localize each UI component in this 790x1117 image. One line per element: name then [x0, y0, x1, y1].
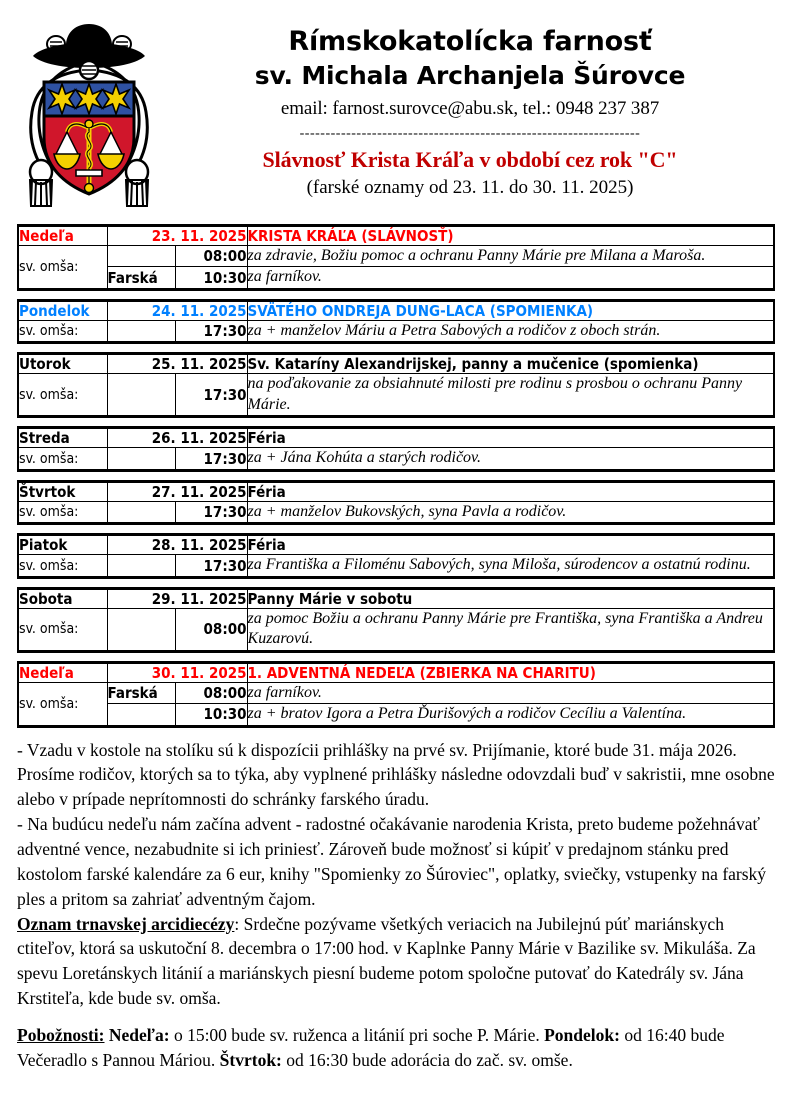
day-date: 26. 11. 2025 [107, 429, 247, 448]
notice-paragraph-2: - Na budúcu nedeľu nám začína advent - radostné očakávanie narodenia Krista, preto budeme požehnávať adventné vence, nezabudnite si ich priniesť. Zároveň bude možnosť si kúpiť v predajnom stánku pred kostolom farské kalendáre za 6 eur, knihy "Spomienky zo Šúroviec", oplatky, sviečky, vstupenky na farský ples a pritom sa zahriať adventným čajom. [17, 814, 767, 909]
notice-paragraph-4 [17, 1023, 775, 1073]
day-table [19, 428, 773, 469]
day-header-row [19, 227, 773, 246]
mass-row [19, 555, 773, 576]
mass-time: 10:30 [175, 704, 247, 725]
devotion-text-sunday: o 15:00 bude sv. ruženca a litánií pri soche P. Márie. [169, 1024, 545, 1045]
day-date: 27. 11. 2025 [107, 482, 247, 501]
day-block [17, 587, 775, 653]
mass-kind [107, 608, 175, 650]
mass-time: 17:30 [175, 320, 247, 341]
day-date: 23. 11. 2025 [107, 227, 247, 246]
devotion-day-monday: Pondelok: [544, 1024, 620, 1045]
day-block [17, 352, 775, 418]
day-header-row [19, 301, 773, 320]
mass-intention: za + manželov Máriu a Petra Sabových a rodičov z oboch strán. [247, 320, 773, 341]
day-date: 28. 11. 2025 [107, 536, 247, 555]
day-block [17, 299, 775, 344]
notice-paragraph-1: - Vzadu v kostole na stolíku sú k dispozícii prihlášky na prvé sv. Prijímanie, ktoré bude 31. mája 2026. Prosíme rodičov, ktorých sa to týka, aby vyplnené prihlášky následne odovzdali buď v sakristii, mne osobne alebo v prípade neprítomnosti do schránky farského úradu. [17, 739, 775, 810]
mass-row [19, 501, 773, 522]
day-feast: Panny Márie v sobotu [247, 589, 773, 608]
day-name: Sobota [19, 589, 107, 608]
notice-3-body: : Srdečne pozývame všetkých veriacich na Jubilejnú púť mariánskych ctiteľov, ktorá sa uskutoční 8. decembra o 17:00 hod. v Kaplnke Panny Márie v Bazilike sv. Mikuláša. Za spevu Loretánskych litánií a mariánskych piesní budeme potom spoločne putovať do Katedrály sv. Jána Krstiteľa, kde bude sv. omša. [17, 913, 756, 1009]
day-header-row [19, 589, 773, 608]
day-block [17, 426, 775, 471]
devotion-text-thursday: od 16:30 bude adorácia do zač. sv. omše. [281, 1049, 573, 1070]
mass-time: 08:00 [175, 246, 247, 267]
mass-kind [107, 555, 175, 576]
day-block [17, 661, 775, 728]
mass-row [19, 704, 773, 725]
day-table [19, 663, 773, 726]
day-header-row [19, 482, 773, 501]
day-header-row [19, 663, 773, 682]
notice-paragraph-3 [17, 912, 775, 1011]
day-block [17, 533, 775, 578]
day-header-row [19, 536, 773, 555]
mass-row [19, 320, 773, 341]
document-header [0, 0, 790, 210]
devotion-text-monday: od 16:40 bude Večeradlo s Pannou Máriou. [17, 1024, 725, 1070]
header-text-block [164, 16, 776, 199]
devotion-day-sunday: Nedeľa: [108, 1024, 170, 1045]
mass-schedule [17, 224, 775, 728]
day-feast: KRISTA KRÁĽA (SLÁVNOSŤ) [247, 227, 773, 246]
parish-notices [17, 738, 775, 1073]
mass-kind [107, 374, 175, 416]
mass-kind [107, 448, 175, 469]
mass-time: 10:30 [175, 267, 247, 288]
day-name: Nedeľa [19, 663, 107, 682]
mass-label: sv. omša: [19, 608, 107, 650]
day-name: Piatok [19, 536, 107, 555]
mass-time: 17:30 [175, 374, 247, 416]
day-name: Utorok [19, 355, 107, 374]
mass-label: sv. omša: [19, 320, 107, 341]
announcement-date-range: (farské oznamy od 23. 11. do 30. 11. 2025) [306, 177, 634, 199]
mass-intention: za Františka a Filoménu Sabových, syna Miloša, súrodencov a ostatnú rodinu. [247, 555, 773, 576]
mass-row [19, 267, 773, 288]
mass-kind [107, 320, 175, 341]
mass-intention: na poďakovanie za obsiahnuté milosti pre rodinu s prosbou o ochranu Panny Márie. [247, 374, 773, 416]
mass-kind [107, 246, 175, 267]
day-block [17, 224, 775, 291]
day-header-row [19, 429, 773, 448]
mass-time: 08:00 [175, 608, 247, 650]
notice-3-heading: Oznam trnavskej arcidiecézy [17, 913, 235, 934]
mass-time: 17:30 [175, 555, 247, 576]
mass-label: sv. omša: [19, 555, 107, 576]
mass-time: 17:30 [175, 448, 247, 469]
mass-label: sv. omša: [19, 682, 107, 725]
mass-row [19, 608, 773, 650]
day-name: Pondelok [19, 301, 107, 320]
mass-row [19, 682, 773, 703]
mass-intention: za zdravie, Božiu pomoc a ochranu Panny Márie pre Milana a Maroša. [247, 246, 773, 267]
mass-row [19, 448, 773, 469]
mass-label: sv. omša: [19, 374, 107, 416]
mass-kind [107, 501, 175, 522]
day-table [19, 301, 773, 342]
mass-kind: Farská [107, 267, 175, 288]
day-feast: Féria [247, 429, 773, 448]
mass-label: sv. omša: [19, 448, 107, 469]
mass-intention: za + manželov Bukovských, syna Pavla a rodičov. [247, 501, 773, 522]
feast-title: Slávnosť Krista Kráľa v období cez rok "C" [262, 147, 678, 173]
devotions-heading: Pobožnosti: [17, 1024, 105, 1045]
day-name: Nedeľa [19, 227, 107, 246]
mass-row [19, 374, 773, 416]
day-feast: 1. ADVENTNÁ NEDEĽA (ZBIERKA NA CHARITU) [247, 663, 773, 682]
mass-time: 17:30 [175, 501, 247, 522]
day-date: 24. 11. 2025 [107, 301, 247, 320]
mass-kind [107, 704, 175, 725]
devotion-day-thursday: Štvrtok: [219, 1049, 282, 1070]
header-divider: ------------------------------------------------------------------ [299, 127, 641, 142]
day-table [19, 535, 773, 576]
day-header-row [19, 355, 773, 374]
mass-intention: za farníkov. [247, 682, 773, 703]
day-name: Štvrtok [19, 482, 107, 501]
day-table [19, 354, 773, 416]
day-table [19, 226, 773, 289]
mass-intention: za + bratov Igora a Petra Ďurišových a rodičov Cecíliu a Valentína. [247, 704, 773, 725]
mass-label: sv. omša: [19, 246, 107, 289]
mass-intention: za farníkov. [247, 267, 773, 288]
mass-label: sv. omša: [19, 501, 107, 522]
day-table [19, 589, 773, 651]
parish-contact: email: farnost.surovce@abu.sk, tel.: 0948 237 387 [280, 98, 660, 120]
day-date: 25. 11. 2025 [107, 355, 247, 374]
mass-row [19, 246, 773, 267]
day-date: 30. 11. 2025 [107, 663, 247, 682]
day-feast: Sv. Kataríny Alexandrijskej, panny a mučenice (spomienka) [247, 355, 773, 374]
day-feast: Féria [247, 482, 773, 501]
day-block [17, 480, 775, 525]
parish-coat-of-arms [14, 16, 164, 210]
day-feast: Féria [247, 536, 773, 555]
day-name: Streda [19, 429, 107, 448]
mass-time: 08:00 [175, 682, 247, 703]
notice-spacer [17, 1011, 775, 1023]
day-date: 29. 11. 2025 [107, 589, 247, 608]
mass-intention: za + Jána Kohúta a starých rodičov. [247, 448, 773, 469]
mass-intention: za pomoc Božiu a ochranu Panny Márie pre Františka, syna Františka a Andreu Kuzarovú. [247, 608, 773, 650]
mass-kind: Farská [107, 682, 175, 703]
page-title-line1: Rímskokatolícka farnosť [288, 26, 652, 57]
day-feast: SVÄTÉHO ONDREJA DUNG-LACA (SPOMIENKA) [247, 301, 773, 320]
day-table [19, 482, 773, 523]
page-title-line2: sv. Michala Archanjela Šúrovce [254, 60, 686, 90]
